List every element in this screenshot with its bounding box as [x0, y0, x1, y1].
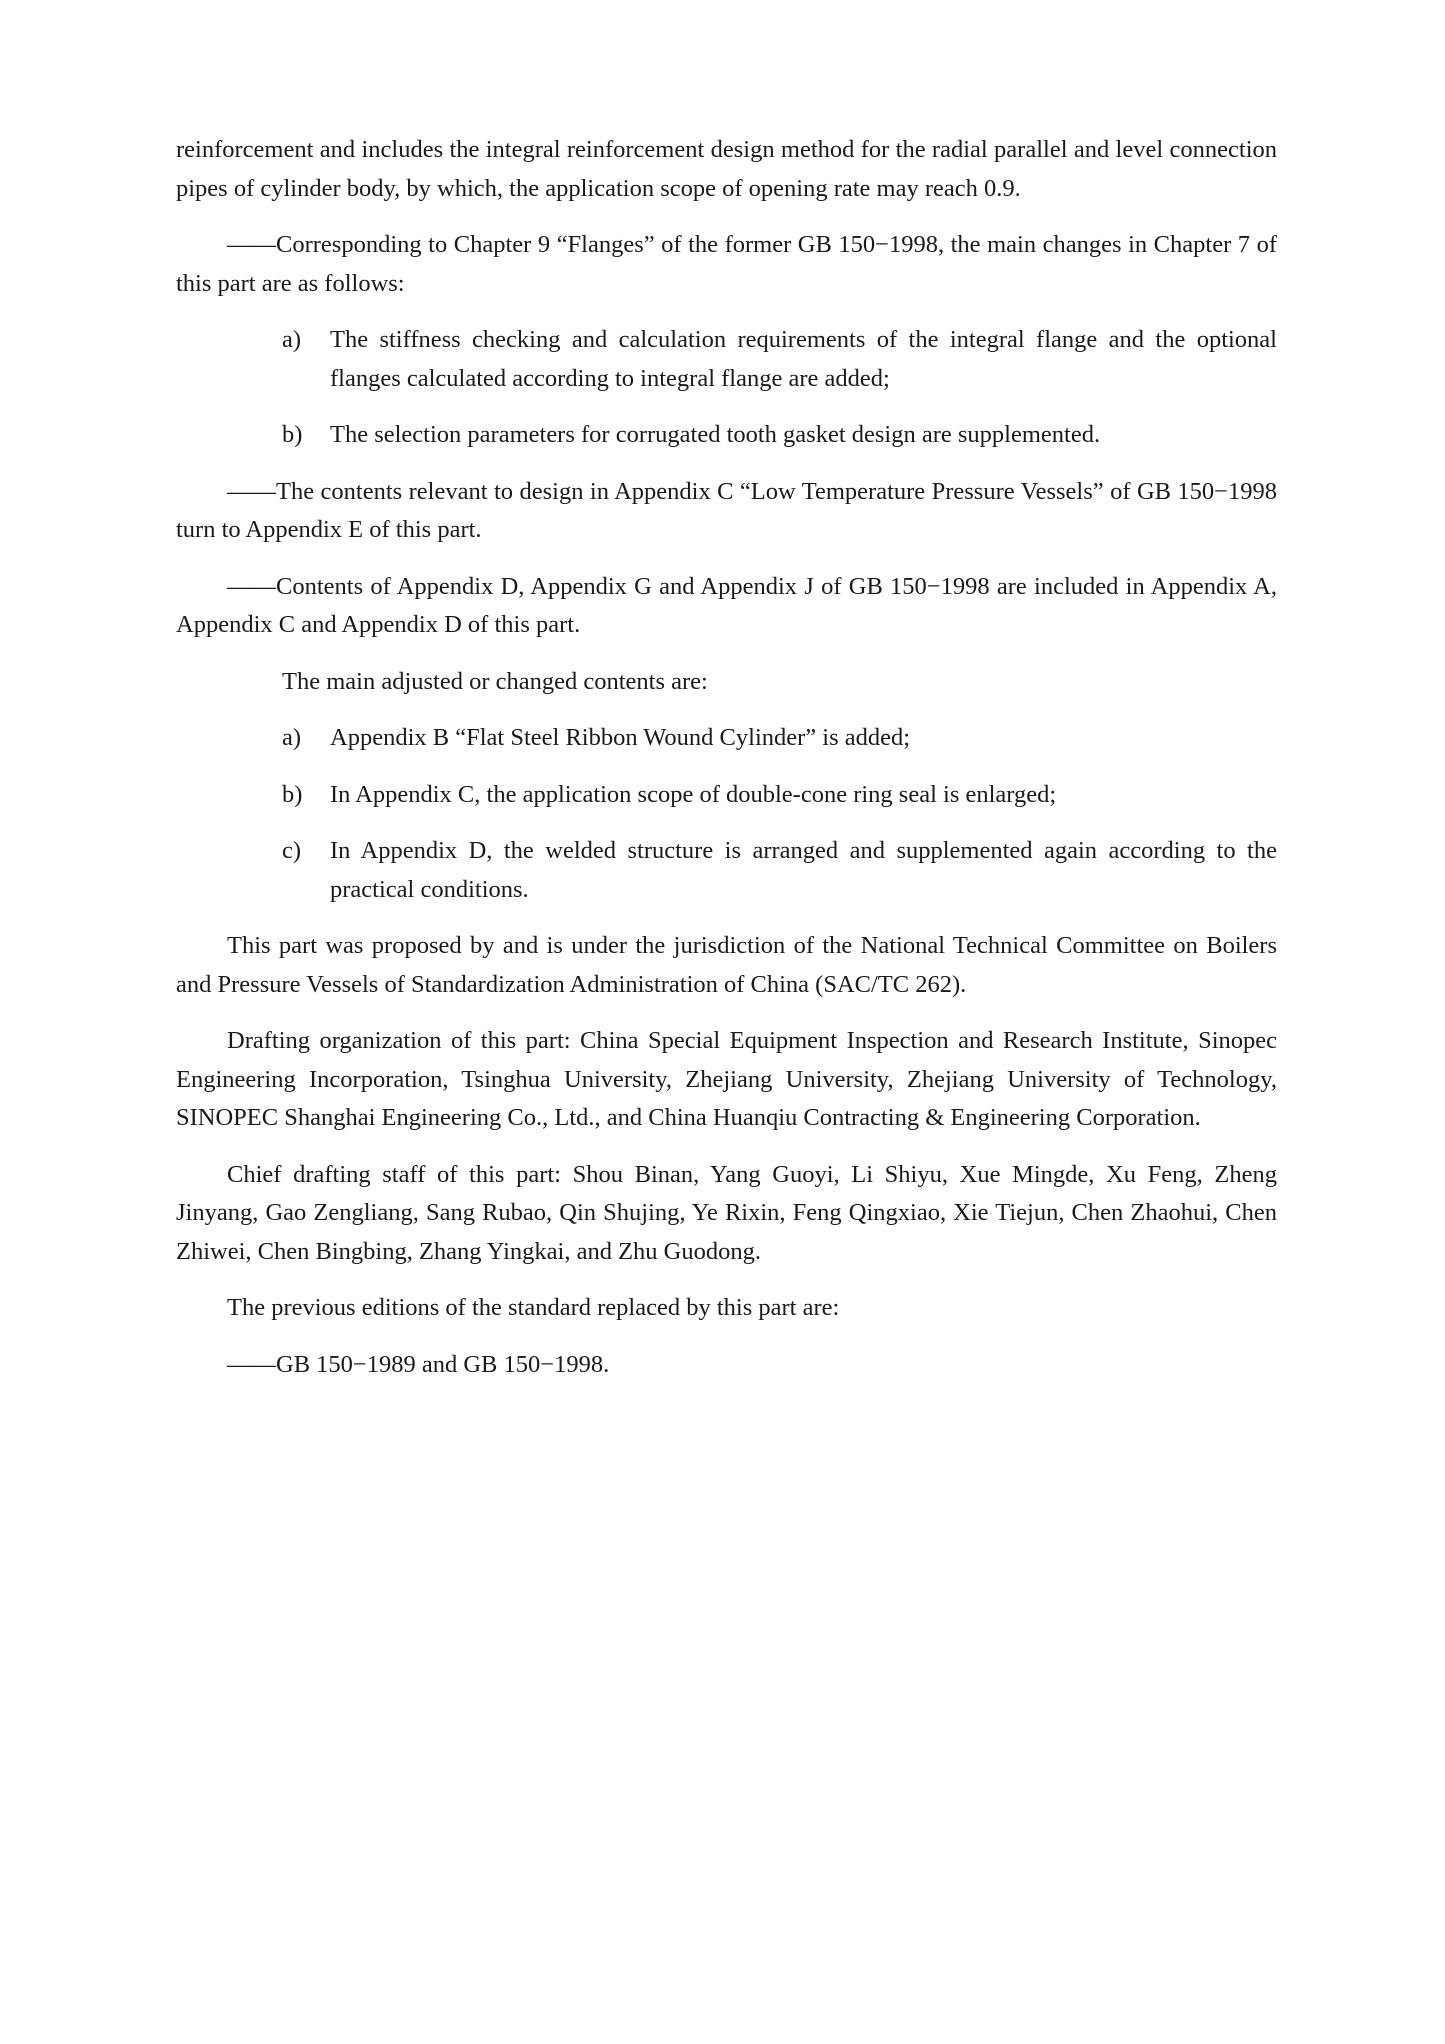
paragraph-drafting-staff: Chief drafting staff of this part: Shou Binan, Yang Guoyi, Li Shiyu, Xue Mingde, Xu Feng, Zheng Jinyang, Gao Zengliang, Sang Rubao, Qin Shujing, Ye Rixin, Feng Qingxiao, Xie Tiejun, Chen Zhaohui, Chen Zhiwei, Chen Bingbing, Zhang Yingkai, and Zhu Guodong. — [176, 1160, 1277, 1265]
flanges-changes-list — [176, 321, 1277, 455]
paragraph-main-adjusted: The main adjusted or changed contents are: — [282, 667, 708, 695]
paragraph-appendix-c: ——The contents relevant to design in Appendix C “Low Temperature Pressure Vessels” of GB 150−1998 turn to Appendix E of this part. — [176, 477, 1277, 543]
list-item-text: The stiffness checking and calculation requirements of the integral flange and the optional flanges calculated according to integral flange are added; — [330, 326, 1277, 392]
list-item-label: b) — [282, 780, 303, 808]
paragraph-previous-editions: The previous editions of the standard replaced by this part are: — [227, 1294, 840, 1321]
document-body — [176, 131, 1277, 1402]
appendix-changes-list — [176, 719, 1277, 909]
list-item-label: a) — [282, 724, 302, 751]
list-item-label: b) — [282, 421, 303, 448]
list-item — [176, 832, 1277, 909]
paragraph-reinforcement: reinforcement and includes the integral reinforcement design method for the radial parallel and level connection pipes of cylinder body, by which, the application scope of opening rate may reach 0.9. — [176, 136, 1277, 202]
list-item-text: In Appendix C, the application scope of double-cone ring seal is enlarged; — [330, 780, 1057, 808]
list-item — [176, 776, 1277, 815]
paragraph-editions-list: ——GB 150−1989 and GB 150−1998. — [227, 1350, 610, 1378]
list-item — [176, 321, 1277, 398]
paragraph-drafting-organization: Drafting organization of this part: China Special Equipment Inspection and Research Institute, Sinopec Engineering Incorporation, Tsinghua University, Zhejiang University, Zhejiang University of Technology, SINOPEC Shanghai Engineering Co., Ltd., and China Huanqiu Contracting & Engineering Corporation. — [176, 1027, 1277, 1131]
list-item-text: In Appendix D, the welded structure is arranged and supplemented again according to the practical conditions. — [330, 837, 1277, 903]
list-item — [176, 719, 1277, 758]
paragraph-proposed-by: This part was proposed by and is under the jurisdiction of the National Technical Committee on Boilers and Pressure Vessels of Standardization Administration of China (SAC/TC 262). — [176, 932, 1277, 998]
paragraph-appendix-d-g-j: ——Contents of Appendix D, Appendix G and Appendix J of GB 150−1998 are included in Appendix A, Appendix C and Appendix D of this part. — [176, 572, 1277, 638]
list-item-text: Appendix B “Flat Steel Ribbon Wound Cylinder” is added; — [330, 724, 911, 751]
list-item-label: c) — [282, 837, 302, 864]
list-item-text: The selection parameters for corrugated tooth gasket design are supplemented. — [330, 421, 1101, 448]
list-item — [176, 416, 1277, 455]
list-item-label: a) — [282, 326, 302, 353]
paragraph-flanges-changes: ——Corresponding to Chapter 9 “Flanges” of the former GB 150−1998, the main changes in Chapter 7 of this part are as follows: — [176, 231, 1277, 297]
